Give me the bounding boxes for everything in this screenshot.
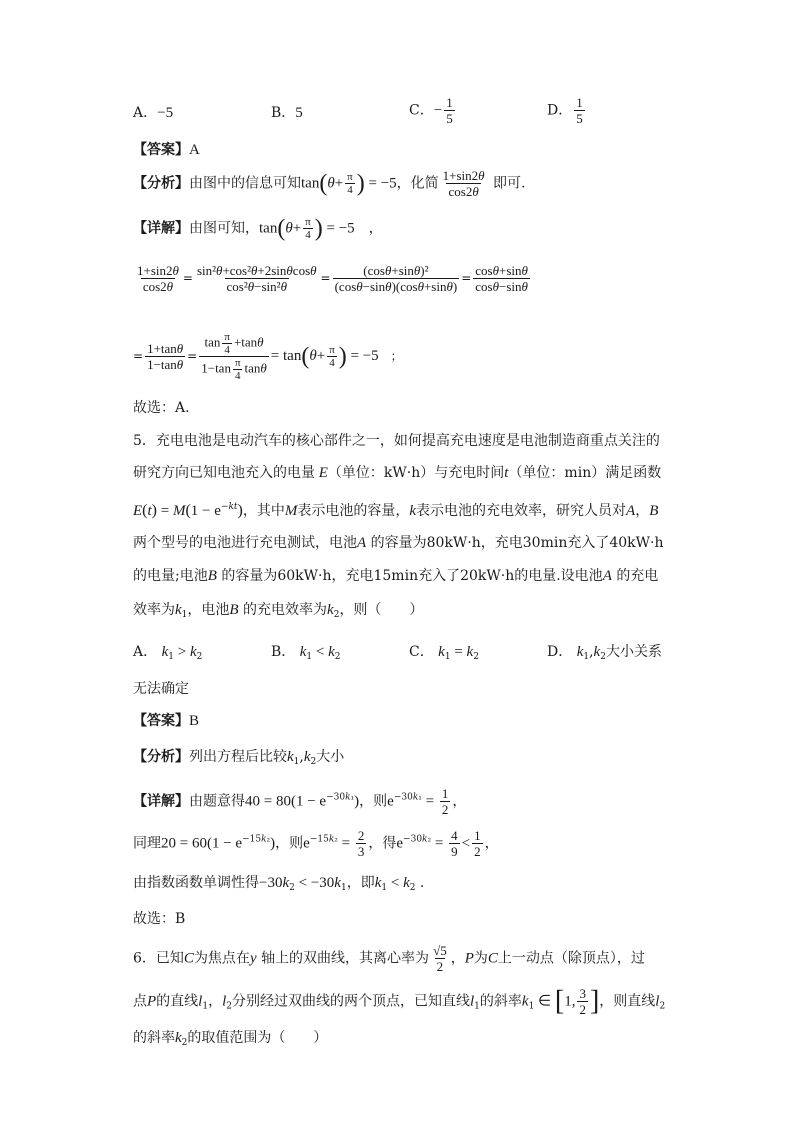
q4-option-d: D． $\frac{1}{5}$ bbox=[547, 95, 583, 126]
q5-detail-3: 由指数函数单调性得$-30k_2 < -30k_1$，即$k_1 < k_2$ . bbox=[133, 875, 425, 893]
q5-choose: 故选：B bbox=[133, 911, 186, 927]
q4-option-a: A．−5 bbox=[133, 105, 174, 121]
q4-analysis: 【分析】由图中的信息可知tan(θ+ $\frac{\pi}{4}$ ) = −5，化简 $\frac{1+\sin 2\theta}{\cos 2\theta}$ 即可. bbox=[133, 168, 526, 199]
q5-option-c: C． $k_1 = k_2$ bbox=[409, 644, 479, 662]
q5-line-3: $E(t) = M(1 - e^{-kt})$，其中M表示电池的容量，k表示电池的充电效率，研究人员对A，B bbox=[133, 502, 659, 519]
q5-analysis: 【分析】列出方程后比较$k_1,k_2$大小 bbox=[133, 749, 345, 767]
q4-answer: 【答案】A bbox=[133, 142, 200, 158]
q5-detail-1: 【详解】由题意得$40 = 80(1 - e^{-30k_1})$，则$e^{-30k_1}$ = $\frac{1}{2}$ ， bbox=[133, 786, 467, 817]
q4-equation-1: $\frac{1+\sin 2\theta}{\cos 2\theta}$ = $\frac{\text{sin²θ+cos²θ+2sinθcosθ}}{\text{cos²θ−sin²θ}}$ = $\frac{\text{(cosθ+sinθ)²}}{(\cos\theta-\sin\theta)(\cos\theta+\sin\theta)}$ = $\frac{\cos\theta+\sin\theta}{\cos\theta-\sin\theta}$ bbox=[137, 263, 528, 294]
q4-option-b: B．5 bbox=[271, 105, 303, 121]
q4-option-c: C．− $\frac{1}{5}$ bbox=[409, 95, 453, 126]
q4-detail: 【详解】由图可知，tan(θ+ $\frac{\pi}{4}$ ) = −5 ， bbox=[133, 215, 383, 242]
q4-equation-2: = $\frac{1+\tan\theta}{1-\tan\theta}$ = tan $\frac{\pi}{4}$ +tanθ 1−tan $\frac{\pi}{4}$ tanθ = tan(θ+ $\frac{\pi}{4}$ ) = −5 ； bbox=[133, 331, 403, 382]
q5-line-2: 研究方向已知电池充入的电量 E（单位：kW·h）与充电时间t（单位：min）满足函数 bbox=[133, 465, 662, 481]
q6-line-2: 点P的直线$l_1$，$l_2$分别经过双曲线的两个顶点，已知直线$l_1$的斜率$k_1$ ∈ [1, $\frac{3}{2}$ ]，则直线$l_2$ bbox=[133, 985, 666, 1017]
q5-option-a: A． $k_1 > k_2$ bbox=[133, 644, 203, 662]
q6-line-1: 6．已知C为焦点在y 轴上的双曲线，其离心率为 $\frac{√5}{2}$ ，P为C上一动点（除顶点），过 bbox=[133, 943, 645, 974]
q6-line-3: 的斜率$k_2$的取值范围为（ ） bbox=[133, 1030, 328, 1048]
q4-choose: 故选：A. bbox=[133, 400, 190, 416]
q5-answer: 【答案】B bbox=[133, 713, 200, 729]
q5-line-1: 5．充电电池是电动汽车的核心部件之一，如何提高充电速度是电池制造商重点关注的 bbox=[133, 433, 660, 449]
q5-detail-2: 同理$20 = 60(1 - e^{-15k_2})$，则$e^{-15k_2}$ = $\frac{2}{3}$ ，得$e^{-30k_2}$ = $\frac{4}{9}$ < $\frac{1}{2}$ ， bbox=[133, 828, 499, 859]
q5-option-d-continued: 无法确定 bbox=[133, 681, 189, 697]
q5-line-4: 两个型号的电池进行充电测试，电池A 的容量为80kW·h，充电30min充入了40kW·h bbox=[133, 535, 664, 551]
q5-option-d: D． $k_1,k_2$大小关系 bbox=[547, 644, 662, 662]
q5-line-5: 的电量;电池B 的容量为60kW·h，充电15min充入了20kW·h的电量.设电池A 的充电 bbox=[133, 568, 659, 584]
q5-line-6: 效率为$k_1$，电池B 的充电效率为$k_2$，则（ ） bbox=[133, 602, 424, 620]
q5-options-row bbox=[133, 642, 693, 664]
q5-option-b: B． $k_1 < k_2$ bbox=[271, 644, 341, 662]
q4-options-row bbox=[133, 95, 693, 137]
